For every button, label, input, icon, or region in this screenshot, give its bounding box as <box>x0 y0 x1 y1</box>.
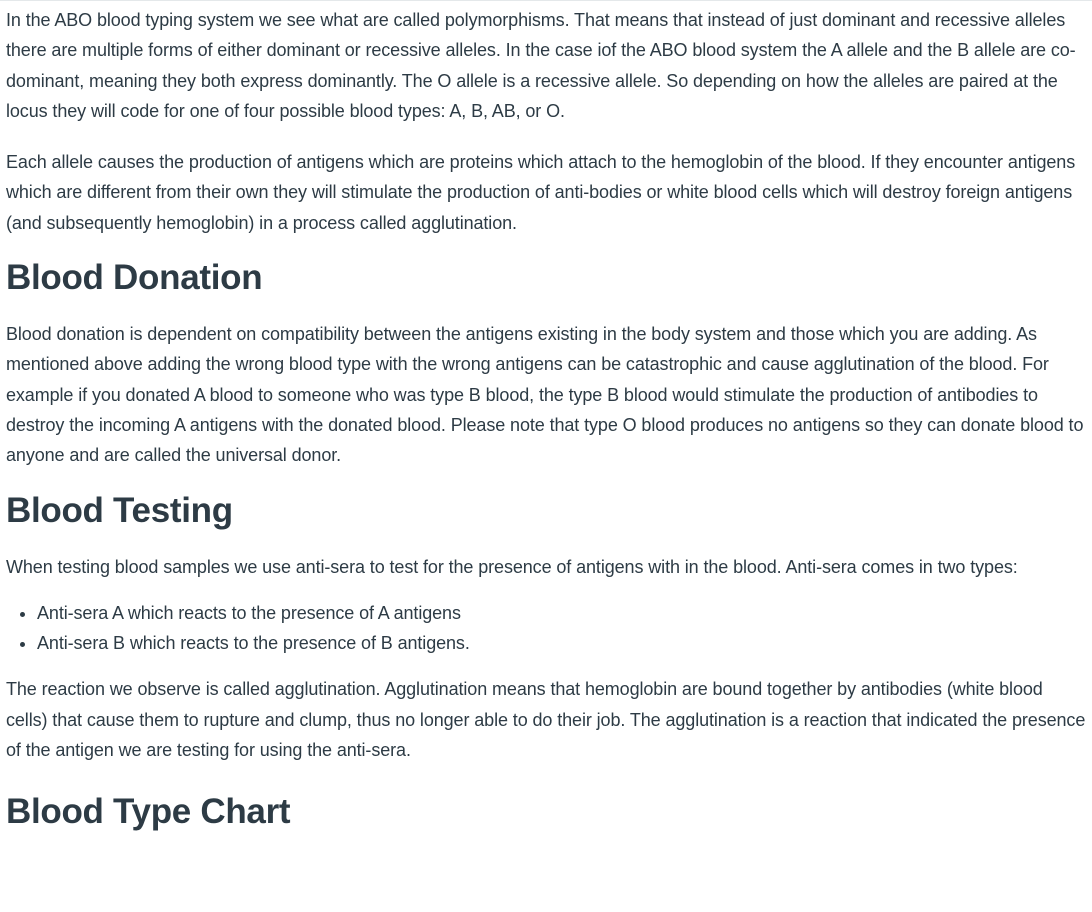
top-divider <box>0 0 1092 1</box>
intro-paragraph: In the ABO blood typing system we see what are called polymorphisms. That means that instead of just dominant and recessive alleles there are multiple forms of either dominant or recessive alleles. In the case iof the ABO blood system the A allele and the B allele are co-dominant, meaning they both express dominantly. The O allele is a recessive allele. So depending on how the alleles are paired at the locus they will code for one of four possible blood types: A, B, AB, or O. <box>6 10 1076 121</box>
anti-sera-list <box>6 598 1086 659</box>
blood-testing-heading: Blood Testing <box>6 490 233 530</box>
agglutination-paragraph: The reaction we observe is called agglutination. Agglutination means that hemoglobin are bound together by antibodies (white blood cells) that cause them to rupture and clump, thus no longer able to do their job. The agglutination is a reaction that indicated the presence of the antigen we are testing for using the anti-sera. <box>6 679 1086 761</box>
antigens-paragraph: Each allele causes the production of antigens which are proteins which attach to the hemoglobin of the blood. If they encounter antigens which are different from their own they will stimulate the production of anti-bodies or white blood cells which will destroy foreign antigens (and subsequently hemoglobin) in a process called agglutination. <box>6 152 1076 233</box>
blood-donation-heading: Blood Donation <box>6 258 263 298</box>
list-item: • Anti-sera B which reacts to the presence of B antigens. <box>37 628 1086 658</box>
list-item: • Anti-sera A which reacts to the presence of A antigens <box>37 598 1086 628</box>
blood-type-chart-heading: Blood Type Chart <box>6 792 291 832</box>
blood-donation-paragraph: Blood donation is dependent on compatibility between the antigens existing in the body system and those which you are adding. As mentioned above adding the wrong blood type with the wrong antigens can be catastrophic and cause agglutination of the blood. For example if you donated A blood to someone who was type B blood, the type B blood would stimulate the production of antibodies to destroy the incoming A antigens with the donated blood. Please note that type O blood produces no antigens so they can donate blood to anyone and are called the universal donor. <box>6 324 1084 466</box>
blood-testing-paragraph: When testing blood samples we use anti-sera to test for the presence of antigens with in the blood. Anti-sera comes in two types: <box>6 556 1018 577</box>
article-content <box>6 5 1086 834</box>
